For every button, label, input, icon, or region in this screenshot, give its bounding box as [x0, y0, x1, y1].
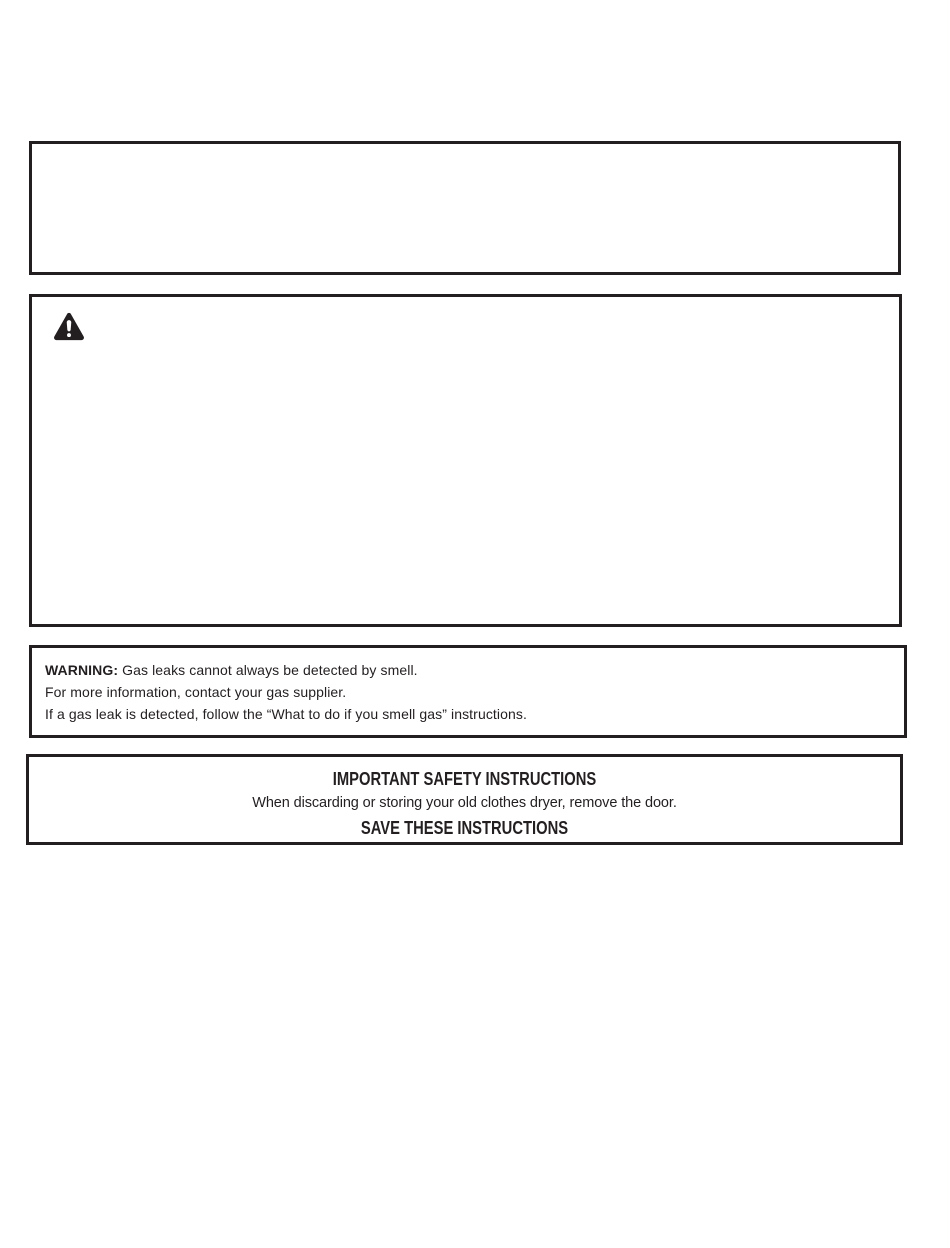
warning-label: WARNING: [45, 662, 119, 678]
empty-notice-box [29, 141, 901, 275]
gas-warning-line-1 [45, 659, 890, 681]
important-safety-box [26, 754, 903, 845]
gas-warning-line-2: For more information, contact your gas supplier. [45, 684, 347, 700]
gas-warning-line-3: If a gas leak is detected, follow the “What to do if you smell gas” instructions. [45, 706, 527, 722]
warning-triangle-icon [53, 312, 85, 341]
important-safety-body: When discarding or storing your old clothes dryer, remove the door. [252, 795, 677, 811]
save-instructions-heading: SAVE THESE INSTRUCTIONS [360, 818, 569, 838]
important-safety-title: IMPORTANT SAFETY INSTRUCTIONS [332, 769, 597, 789]
gas-warning-line-1-text: Gas leaks cannot always be detected by smell. [118, 662, 418, 678]
warning-symbol-box [29, 294, 902, 627]
gas-leak-warning-box [29, 645, 907, 738]
